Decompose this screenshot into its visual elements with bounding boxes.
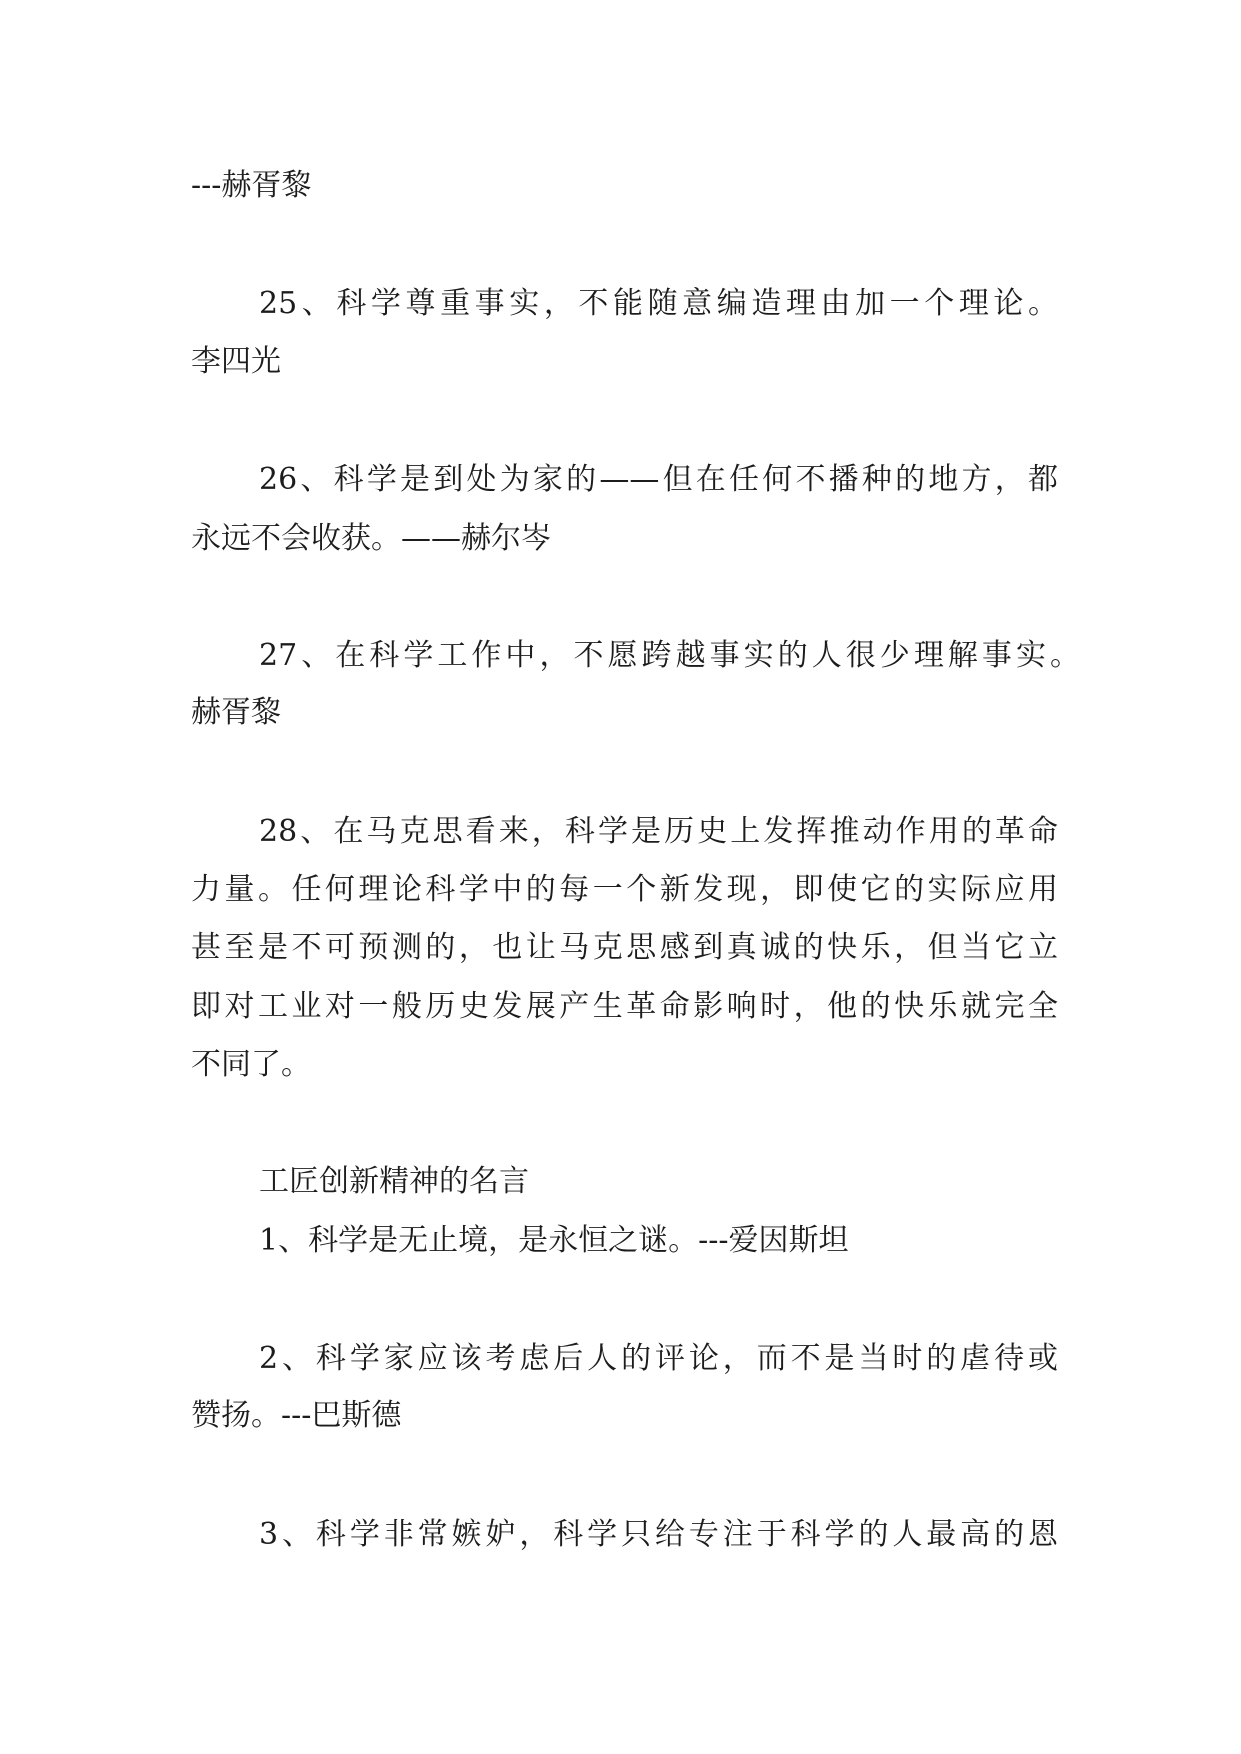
attribution-line: 李四光	[191, 344, 281, 379]
attribution-line: 赫胥黎	[191, 695, 281, 730]
quote-line: 28、在马克思看来，科学是历史上发挥推动作用的革命	[259, 814, 1058, 849]
quote-line: 1、科学是无止境，是永恒之谜。---爱因斯坦	[259, 1223, 849, 1258]
quote-line: 力量。任何理论科学中的每一个新发现，即使它的实际应用	[191, 872, 1058, 907]
quote-line: 27、在科学工作中，不愿跨越事实的人很少理解事实。	[259, 638, 1080, 673]
quote-line: 2、科学家应该考虑后人的评论，而不是当时的虐待或	[259, 1341, 1058, 1376]
quote-line: 26、科学是到处为家的——但在任何不播种的地方，都	[259, 462, 1058, 497]
quote-line: 即对工业对一般历史发展产生革命影响时，他的快乐就完全	[191, 989, 1058, 1024]
attribution-line: ---赫胥黎	[191, 168, 312, 203]
quote-line: 25、科学尊重事实，不能随意编造理由加一个理论。	[259, 286, 1058, 321]
quote-line: 3、科学非常嫉妒，科学只给专注于科学的人最高的恩	[259, 1517, 1058, 1552]
quote-line: 赞扬。---巴斯德	[191, 1398, 402, 1433]
section-heading: 工匠创新精神的名言	[259, 1164, 529, 1199]
quote-line: 不同了。	[191, 1047, 311, 1082]
quote-line: 甚至是不可预测的，也让马克思感到真诚的快乐，但当它立	[191, 930, 1058, 965]
quote-line: 永远不会收获。——赫尔岑	[191, 521, 551, 556]
